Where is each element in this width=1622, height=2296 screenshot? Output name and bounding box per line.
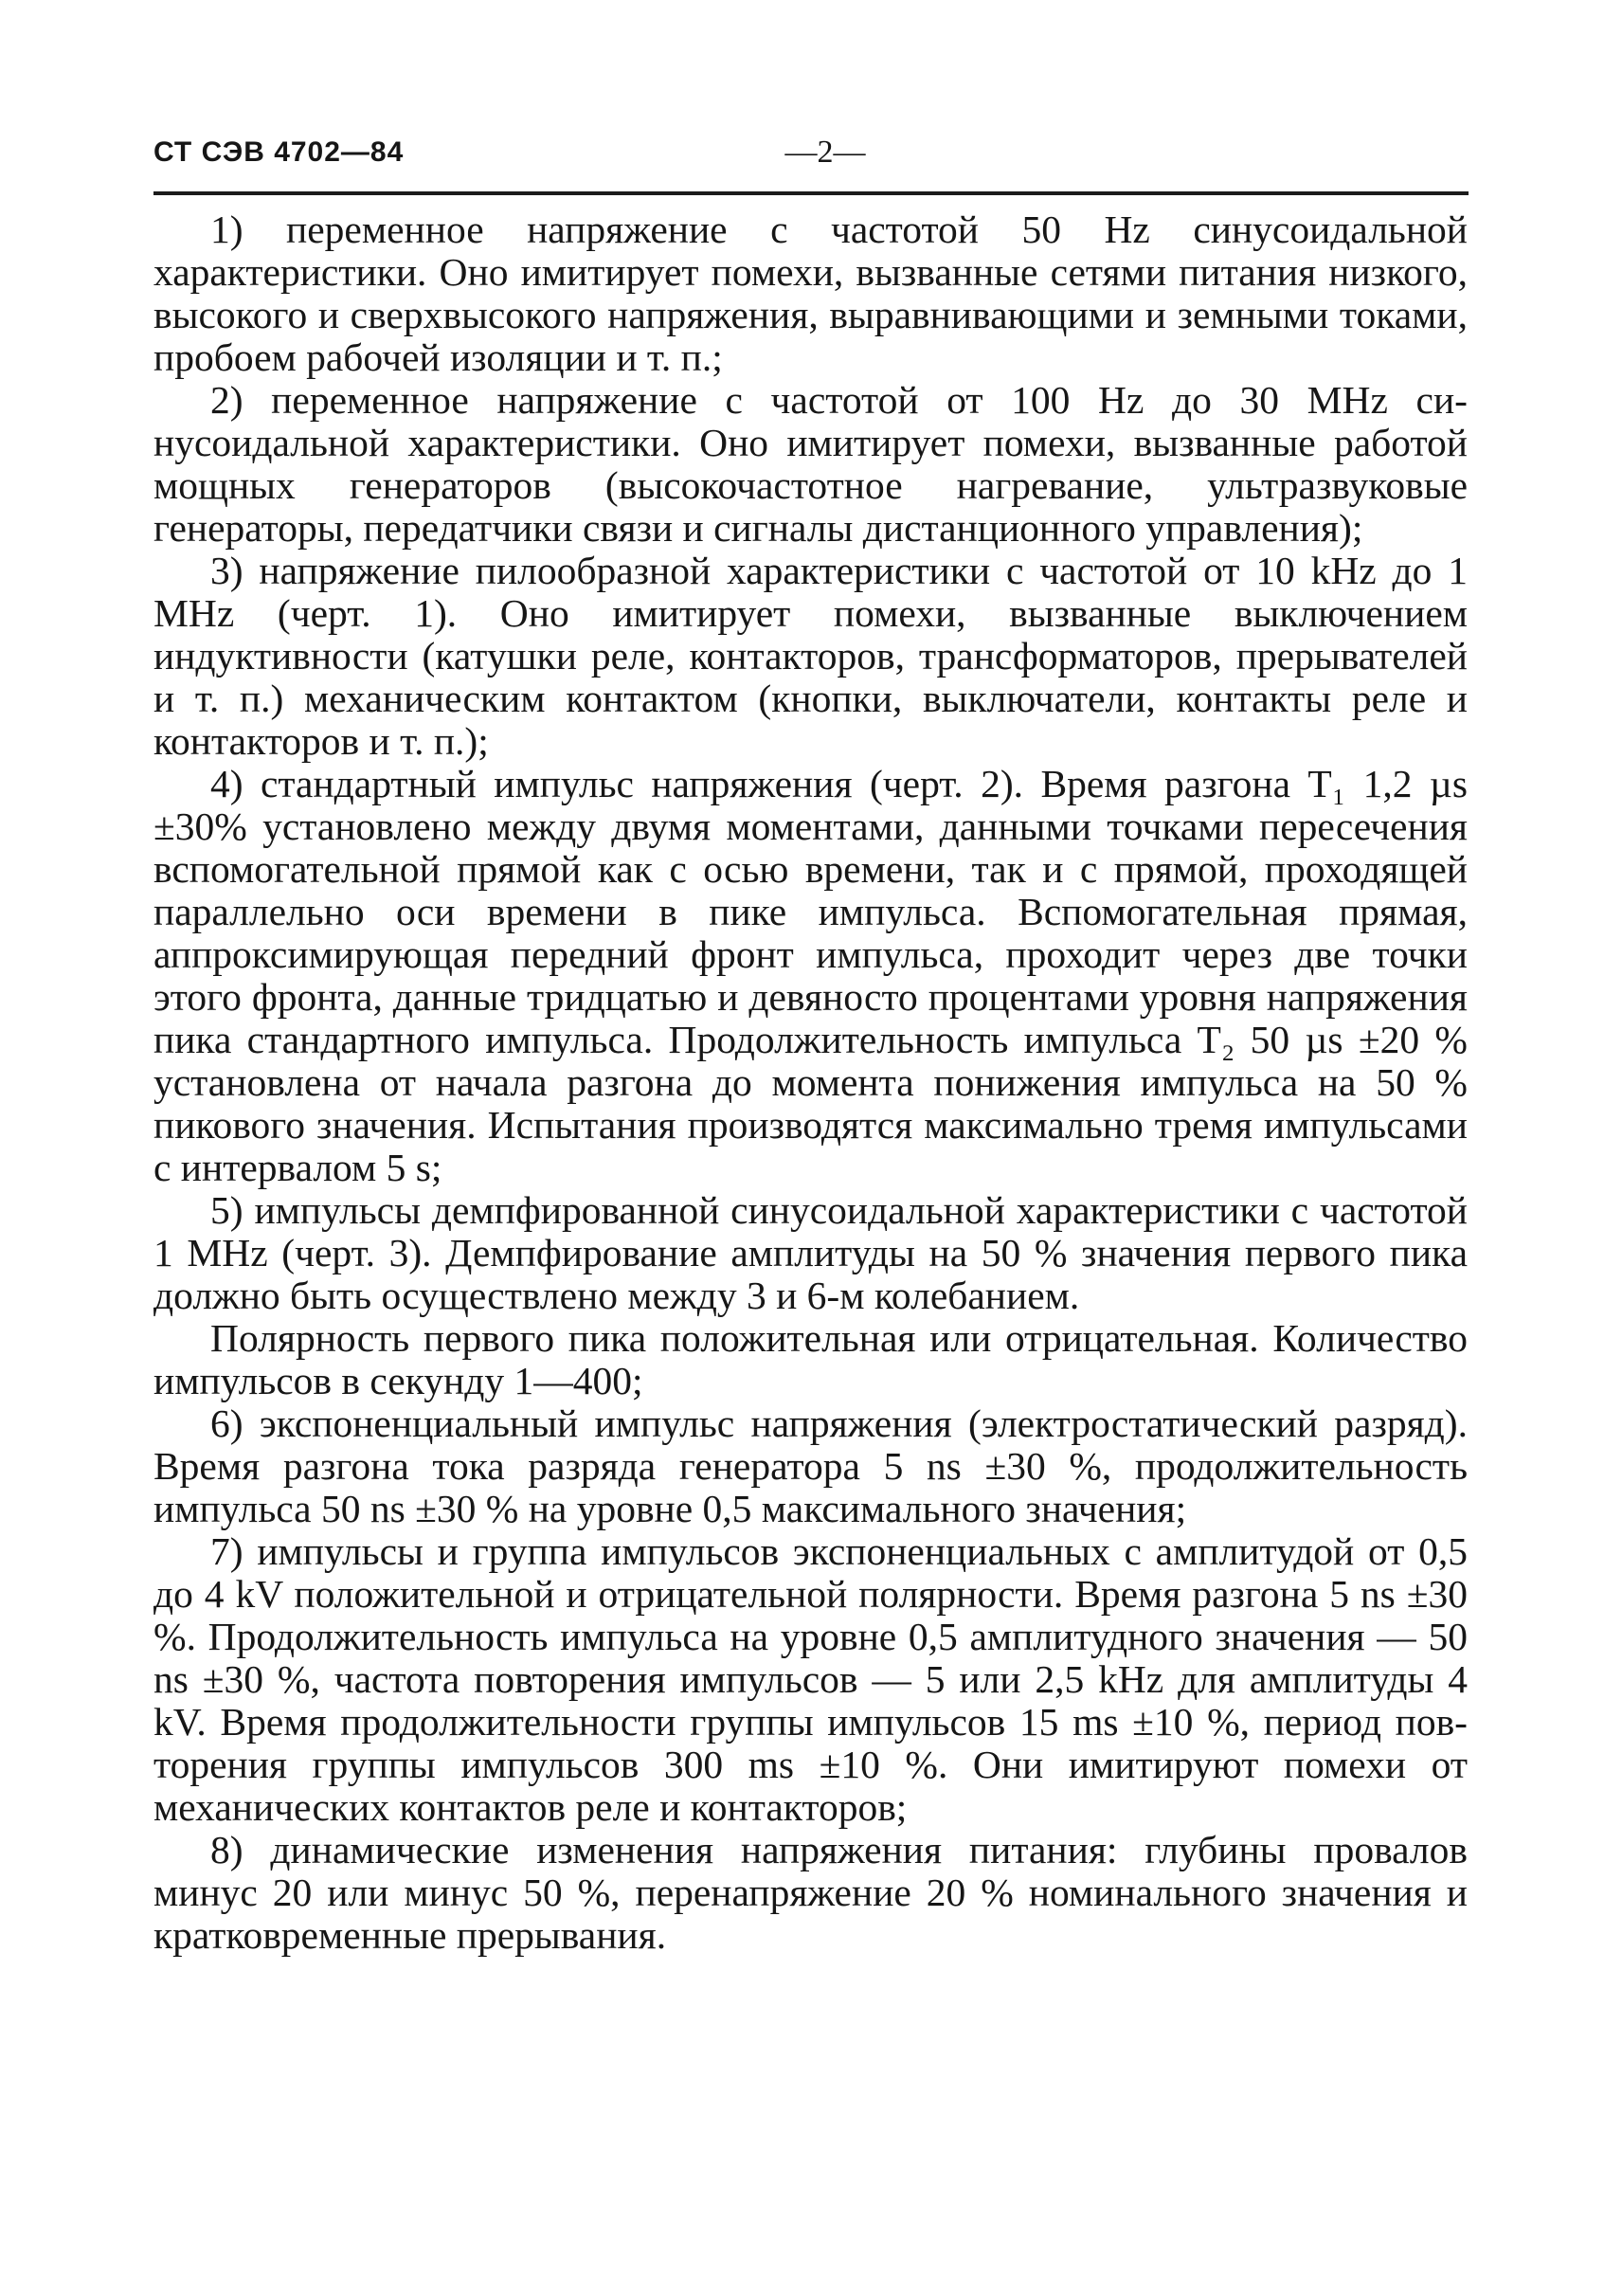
paragraph-item-3: 3) напряжение пилообразной характеристики с частотой от 10 kHz до 1 MHz (черт. 1). Оно имитирует помехи, вызванные выключением индуктивности (катушки реле, контакторов, трансформаторов, прерывателей и т. п.) механическим контактом (кнопки, выключатели, контакты реле и контакторов и т. п.);: [153, 549, 1468, 763]
paragraph-item-7: 7) импульсы и группа импульсов экспоненциальных с амплитудой от 0,5 до 4 kV положительной и отрицательной полярности. Время разгона 5 ns ±30 %. Продолжительность импульса на уровне 0,5 амплитудного значения — 50 ns ±30 %, частота повторения импульсов — 5 или 2,5 kHz для амплитуды 4 kV. Время продолжительности группы импульсов 15 ms ±10 %, период повторения группы импульсов 300 ms ±10 %. Они имитируют помехи от механических контактов реле и контакторов;: [153, 1529, 1468, 1829]
header-divider: [153, 191, 1469, 195]
paragraph-item-4: 4) стандартный импульс напряжения (черт. 2). Время разгона T₁ 1,2 µs ±30% установлено между двумя моментами, данными точками пересечения вспомогательной прямой как с осью времени, так и с прямой, проходящей параллельно оси времени в пике импульса. Вспомогательная прямая, аппроксимирующая передний фронт импульса, проходит через две точки этого фронта, данные тридцатью и девяносто процентами уровня напряжения пика стандартного импульса. Продолжительность импульса T₂ 50 µs ±20 % установлена от начала разгона до момента понижения импульса на 50 % пикового значения. Испытания производятся максимально тремя импульсами с интервалом 5 s;: [153, 762, 1468, 1189]
paragraph-item-6: 6) экспоненциальный импульс напряжения (электростатический разряд). Время разгона тока разряда генератора 5 ns ±30 %, продолжительность импульса 50 ns ±30 % на уровне 0,5 максимального значения;: [153, 1401, 1468, 1530]
paragraph-item-1: 1) переменное напряжение с частотой 50 Hz синусоидальной характеристики. Оно имитирует помехи, вызванные сетями питания низкого, высокого и сверхвысокого напряжения, выравнивающими и земными токами, пробоем рабочей изоляции и т. п.;: [153, 208, 1468, 379]
document-body: [153, 208, 1468, 1957]
paragraph-item-5: 5) импульсы демпфированной синусоидальной характеристики с частотой 1 MHz (черт. 3). Демпфирование амплитуды на 50 % значения первого пика должно быть осуществлено между 3 и 6-м колебанием.: [153, 1188, 1468, 1317]
page-header: [153, 131, 1469, 188]
paragraph-polarity: Полярность первого пика положительная или отрицательная. Количество импульсов в секунду 1—400;: [153, 1316, 1468, 1402]
page-number: —2—: [784, 135, 866, 170]
standard-code: СТ СЭВ 4702—84: [153, 136, 405, 168]
paragraph-item-2: 2) переменное напряжение с частотой от 100 Hz до 30 MHz синусоидальной характеристики. Оно имитирует помехи, вызванные работой мощных генераторов (высокочастотное нагревание, ультразвуковые генераторы, передатчики связи и сигналы дистанционного управления);: [153, 378, 1468, 550]
paragraph-item-8: 8) динамические изменения напряжения питания: глубины провалов минус 20 или минус 50 %, перенапряжение 20 % номинального значения и кратковременные прерывания.: [153, 1828, 1468, 1957]
